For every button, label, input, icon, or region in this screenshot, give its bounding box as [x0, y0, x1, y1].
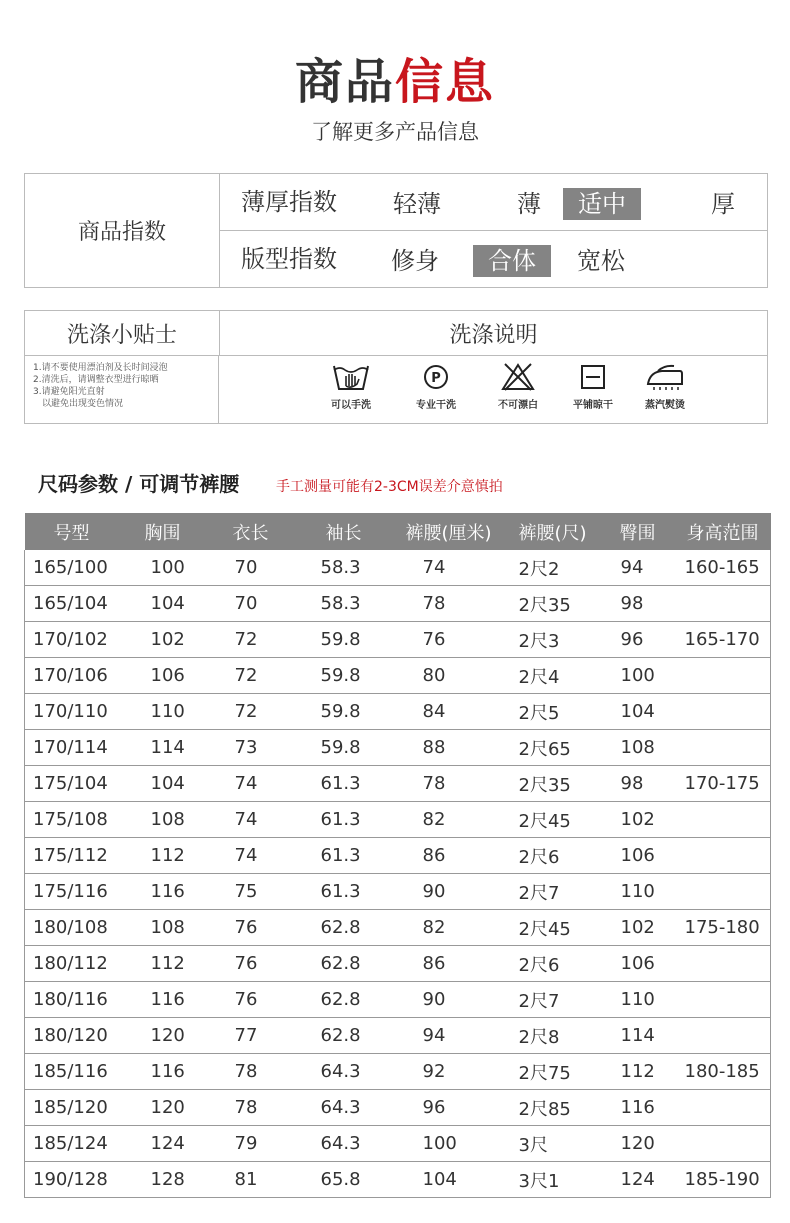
table-cell: 81 — [207, 1162, 295, 1198]
size-table — [24, 513, 771, 1198]
no-bleach-label: 不可漂白 — [498, 400, 538, 411]
flat-dry-label: 平铺晾干 — [573, 400, 613, 411]
fit-row — [219, 231, 767, 287]
table-cell: 2尺85 — [505, 1090, 601, 1126]
table-cell: 2尺3 — [505, 622, 601, 658]
table-cell — [675, 802, 771, 838]
header-cell: 裤腰(厘米) — [393, 513, 505, 550]
table-row — [25, 694, 771, 730]
table-row — [25, 874, 771, 910]
table-cell: 90 — [393, 874, 505, 910]
table-cell: 2尺45 — [505, 910, 601, 946]
table-cell: 64.3 — [295, 1054, 393, 1090]
table-cell: 104 — [393, 1162, 505, 1198]
table-cell: 175/108 — [25, 802, 119, 838]
table-cell: 94 — [601, 550, 675, 586]
table-cell: 100 — [393, 1126, 505, 1162]
table-cell: 170/102 — [25, 622, 119, 658]
table-cell: 106 — [601, 946, 675, 982]
table-cell: 180-185 — [675, 1054, 771, 1090]
fit-option-regular-selected: 合体 — [473, 245, 551, 277]
product-index-label: 商品指数 — [25, 174, 220, 287]
table-row — [25, 802, 771, 838]
table-row — [25, 838, 771, 874]
table-cell — [675, 586, 771, 622]
table-cell: 104 — [119, 766, 207, 802]
table-cell: 102 — [601, 910, 675, 946]
table-cell: 180/108 — [25, 910, 119, 946]
table-cell: 84 — [393, 694, 505, 730]
table-cell: 114 — [601, 1018, 675, 1054]
table-cell: 74 — [393, 550, 505, 586]
table-cell: 175-180 — [675, 910, 771, 946]
table-cell: 104 — [601, 694, 675, 730]
table-cell: 102 — [119, 622, 207, 658]
table-cell — [675, 982, 771, 1018]
table-cell — [675, 1090, 771, 1126]
table-cell: 78 — [393, 766, 505, 802]
table-cell: 116 — [119, 874, 207, 910]
table-cell: 104 — [119, 586, 207, 622]
wash-panel — [24, 310, 768, 424]
table-cell: 110 — [119, 694, 207, 730]
wash-tip: 1.请不要使用漂泊剂及长时间浸泡 — [33, 363, 168, 373]
hand-wash-label: 可以手洗 — [331, 400, 371, 411]
size-table-header — [25, 513, 771, 550]
table-row — [25, 1018, 771, 1054]
table-cell: 3尺 — [505, 1126, 601, 1162]
table-row — [25, 1126, 771, 1162]
table-cell: 62.8 — [295, 946, 393, 982]
table-cell: 102 — [601, 802, 675, 838]
table-cell: 2尺6 — [505, 946, 601, 982]
table-cell — [675, 874, 771, 910]
wash-tip: 2.清洗后，请调整衣型进行晾晒 — [33, 375, 159, 385]
table-cell: 72 — [207, 622, 295, 658]
table-cell: 124 — [601, 1162, 675, 1198]
size-section-note: 手工测量可能有2-3CM误差介意慎拍 — [276, 479, 503, 495]
table-cell: 86 — [393, 838, 505, 874]
table-cell: 165/100 — [25, 550, 119, 586]
table-row — [25, 1054, 771, 1090]
table-cell: 170-175 — [675, 766, 771, 802]
table-cell: 185/120 — [25, 1090, 119, 1126]
table-cell: 64.3 — [295, 1126, 393, 1162]
table-cell: 82 — [393, 910, 505, 946]
table-cell: 2尺2 — [505, 550, 601, 586]
table-cell: 70 — [207, 550, 295, 586]
fit-label: 版型指数 — [241, 245, 337, 273]
table-cell: 73 — [207, 730, 295, 766]
table-cell: 62.8 — [295, 982, 393, 1018]
table-row — [25, 1162, 771, 1198]
table-row — [25, 730, 771, 766]
table-cell: 190/128 — [25, 1162, 119, 1198]
table-cell: 74 — [207, 802, 295, 838]
table-row — [25, 946, 771, 982]
table-cell: 100 — [119, 550, 207, 586]
header-cell: 袖长 — [295, 513, 393, 550]
hand-wash-item — [316, 362, 386, 411]
table-cell: 2尺4 — [505, 658, 601, 694]
table-cell — [675, 694, 771, 730]
table-cell: 112 — [119, 946, 207, 982]
table-cell: 106 — [601, 838, 675, 874]
header-cell: 臀围 — [601, 513, 675, 550]
table-cell: 175/116 — [25, 874, 119, 910]
table-cell: 185-190 — [675, 1162, 771, 1198]
table-cell: 2尺7 — [505, 874, 601, 910]
table-row — [25, 982, 771, 1018]
steam-iron-label: 蒸汽熨烫 — [645, 400, 685, 411]
wash-tips-title: 洗涤小贴士 — [25, 311, 220, 356]
table-cell — [675, 658, 771, 694]
table-cell: 2尺5 — [505, 694, 601, 730]
table-cell: 76 — [207, 946, 295, 982]
table-cell: 185/116 — [25, 1054, 119, 1090]
wash-tip: 以避免出现变色情况 — [42, 399, 124, 409]
table-cell: 2尺6 — [505, 838, 601, 874]
table-cell: 59.8 — [295, 730, 393, 766]
thickness-option-thick: 厚 — [711, 190, 735, 218]
table-cell: 82 — [393, 802, 505, 838]
table-cell: 88 — [393, 730, 505, 766]
steam-iron-item — [630, 362, 700, 411]
table-cell: 2尺65 — [505, 730, 601, 766]
table-row — [25, 1090, 771, 1126]
table-cell: 175/104 — [25, 766, 119, 802]
table-cell: 58.3 — [295, 586, 393, 622]
table-cell: 59.8 — [295, 658, 393, 694]
wash-instructions-title: 洗涤说明 — [220, 311, 767, 356]
table-cell: 94 — [393, 1018, 505, 1054]
table-cell: 124 — [119, 1126, 207, 1162]
table-cell: 3尺1 — [505, 1162, 601, 1198]
table-cell — [675, 730, 771, 766]
header-cell: 身高范围 — [675, 513, 771, 550]
table-row — [25, 766, 771, 802]
table-cell: 165-170 — [675, 622, 771, 658]
table-cell: 108 — [119, 802, 207, 838]
table-cell: 74 — [207, 838, 295, 874]
table-row — [25, 622, 771, 658]
table-cell: 116 — [119, 1054, 207, 1090]
table-cell: 112 — [601, 1054, 675, 1090]
thickness-option-light: 轻薄 — [393, 190, 441, 218]
table-cell: 114 — [119, 730, 207, 766]
steam-iron-icon — [644, 362, 686, 392]
table-cell: 112 — [119, 838, 207, 874]
size-section-title: 尺码参数 / 可调节裤腰 — [38, 472, 240, 496]
svg-text:P: P — [431, 371, 441, 386]
table-cell: 120 — [601, 1126, 675, 1162]
table-cell: 78 — [393, 586, 505, 622]
thickness-label: 薄厚指数 — [241, 188, 337, 216]
table-cell: 74 — [207, 766, 295, 802]
table-cell: 92 — [393, 1054, 505, 1090]
table-cell: 160-165 — [675, 550, 771, 586]
no-bleach-icon — [500, 362, 536, 392]
product-index-panel — [24, 173, 768, 288]
table-cell: 170/110 — [25, 694, 119, 730]
table-cell: 61.3 — [295, 838, 393, 874]
wash-icons — [220, 356, 767, 423]
table-cell — [675, 838, 771, 874]
table-cell: 61.3 — [295, 874, 393, 910]
header-cell: 号型 — [25, 513, 119, 550]
table-cell: 61.3 — [295, 766, 393, 802]
table-row — [25, 658, 771, 694]
table-cell: 76 — [207, 910, 295, 946]
table-cell: 185/124 — [25, 1126, 119, 1162]
table-cell: 98 — [601, 766, 675, 802]
title-part-2: 信息 — [395, 54, 496, 110]
table-cell: 2尺7 — [505, 982, 601, 1018]
title-part-1: 商品 — [294, 54, 395, 110]
table-cell: 175/112 — [25, 838, 119, 874]
table-cell: 64.3 — [295, 1090, 393, 1126]
table-cell: 180/120 — [25, 1018, 119, 1054]
table-cell: 110 — [601, 874, 675, 910]
table-cell: 79 — [207, 1126, 295, 1162]
table-row — [25, 550, 771, 586]
table-cell: 165/104 — [25, 586, 119, 622]
table-cell: 170/114 — [25, 730, 119, 766]
table-cell: 62.8 — [295, 910, 393, 946]
table-cell: 120 — [119, 1090, 207, 1126]
table-cell — [675, 1018, 771, 1054]
table-cell: 90 — [393, 982, 505, 1018]
table-cell: 2尺8 — [505, 1018, 601, 1054]
table-cell: 76 — [393, 622, 505, 658]
fit-option-slim: 修身 — [391, 247, 439, 275]
table-row — [25, 586, 771, 622]
page-title — [0, 52, 790, 112]
table-cell: 96 — [601, 622, 675, 658]
thickness-option-thin: 薄 — [517, 190, 541, 218]
page-subtitle: 了解更多产品信息 — [311, 120, 479, 144]
table-cell: 61.3 — [295, 802, 393, 838]
hand-wash-icon — [331, 362, 371, 392]
table-cell: 72 — [207, 658, 295, 694]
table-cell: 59.8 — [295, 622, 393, 658]
table-cell: 76 — [207, 982, 295, 1018]
table-cell: 2尺75 — [505, 1054, 601, 1090]
table-cell: 86 — [393, 946, 505, 982]
table-cell: 100 — [601, 658, 675, 694]
table-cell: 2尺35 — [505, 766, 601, 802]
header-cell: 裤腰(尺) — [505, 513, 601, 550]
table-cell: 170/106 — [25, 658, 119, 694]
table-cell: 180/116 — [25, 982, 119, 1018]
table-cell: 180/112 — [25, 946, 119, 982]
dry-clean-icon — [421, 362, 451, 392]
table-row — [25, 910, 771, 946]
table-cell — [675, 1126, 771, 1162]
table-cell: 106 — [119, 658, 207, 694]
flat-dry-item — [558, 362, 628, 411]
table-cell: 78 — [207, 1054, 295, 1090]
wash-tip: 3.请避免阳光直射 — [33, 387, 105, 397]
table-cell: 62.8 — [295, 1018, 393, 1054]
thickness-option-medium-selected: 适中 — [563, 188, 641, 220]
table-cell: 120 — [119, 1018, 207, 1054]
table-cell: 72 — [207, 694, 295, 730]
wash-tips-list — [25, 356, 219, 423]
table-cell: 70 — [207, 586, 295, 622]
dry-clean-label: 专业干洗 — [416, 400, 456, 411]
table-cell: 110 — [601, 982, 675, 1018]
no-bleach-item — [483, 362, 553, 411]
table-cell: 58.3 — [295, 550, 393, 586]
table-cell: 128 — [119, 1162, 207, 1198]
flat-dry-icon — [578, 362, 608, 392]
table-cell: 108 — [119, 910, 207, 946]
table-cell: 2尺35 — [505, 586, 601, 622]
table-cell: 2尺45 — [505, 802, 601, 838]
table-cell: 75 — [207, 874, 295, 910]
table-cell: 116 — [119, 982, 207, 1018]
table-cell: 98 — [601, 586, 675, 622]
table-cell: 108 — [601, 730, 675, 766]
fit-option-loose: 宽松 — [577, 247, 625, 275]
header-cell: 胸围 — [119, 513, 207, 550]
dry-clean-item — [401, 362, 471, 411]
table-cell: 65.8 — [295, 1162, 393, 1198]
table-cell — [675, 946, 771, 982]
header-cell: 衣长 — [207, 513, 295, 550]
table-cell: 59.8 — [295, 694, 393, 730]
table-cell: 116 — [601, 1090, 675, 1126]
thickness-row — [219, 174, 767, 231]
table-cell: 80 — [393, 658, 505, 694]
table-cell: 96 — [393, 1090, 505, 1126]
table-cell: 78 — [207, 1090, 295, 1126]
table-cell: 77 — [207, 1018, 295, 1054]
